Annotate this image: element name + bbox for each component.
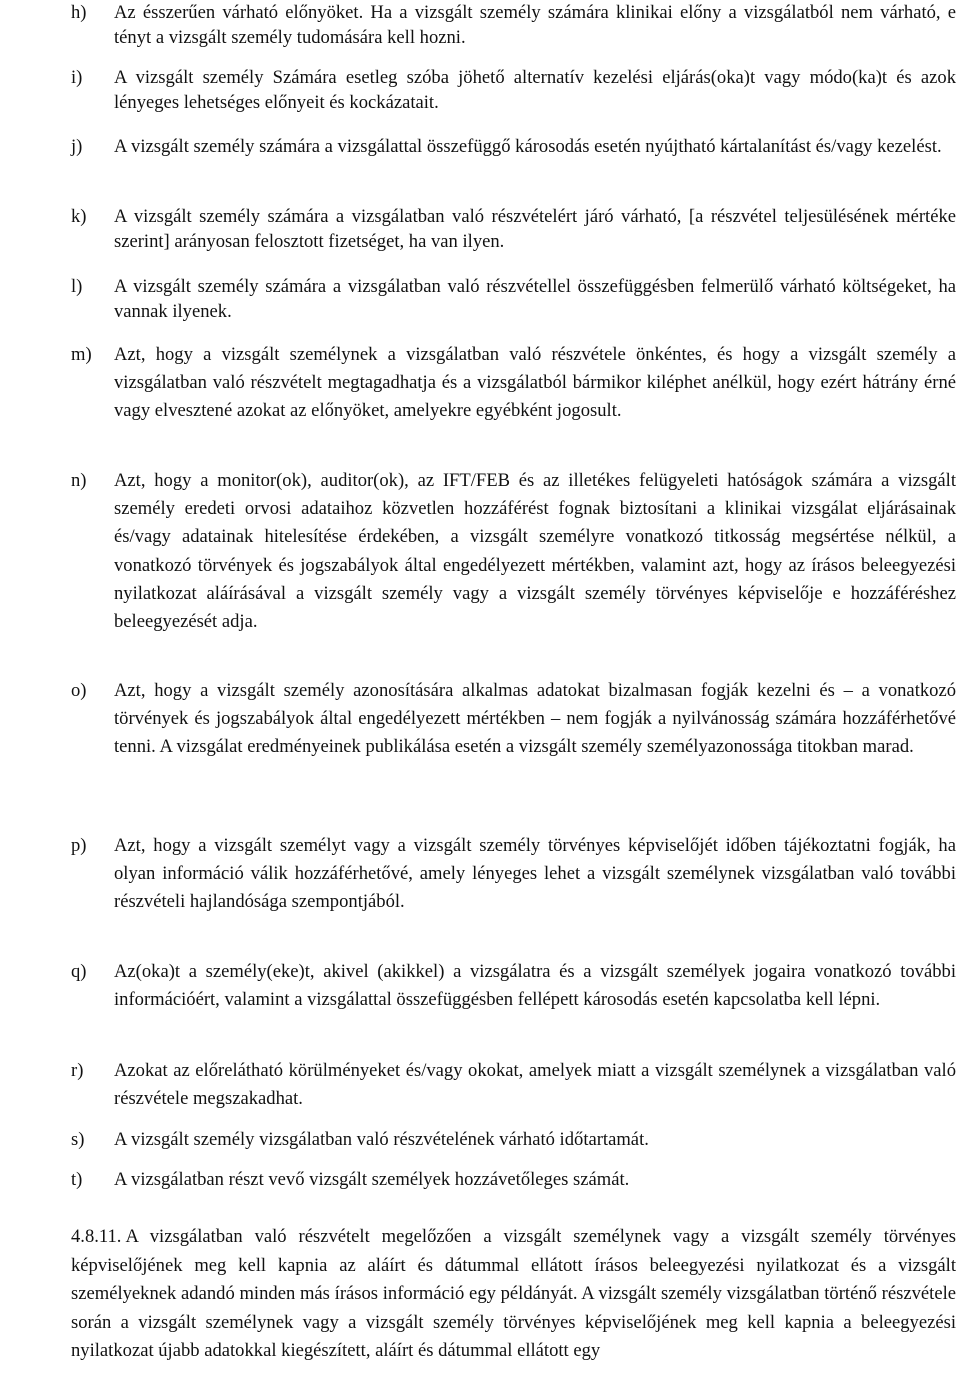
list-item-t <box>71 1166 956 1194</box>
list-item-text: A vizsgált személy vizsgálatban való részvételének várható időtartamát. <box>114 1129 649 1150</box>
list-marker: k) <box>71 206 87 227</box>
list-item-j <box>71 134 956 159</box>
list-item-o <box>71 677 956 762</box>
list-marker: m) <box>71 344 92 365</box>
list-item-m <box>71 341 956 426</box>
list-marker: i) <box>71 67 83 88</box>
list-marker: h) <box>71 2 87 23</box>
list-marker: q) <box>71 961 87 982</box>
list-item-text: Azt, hogy a vizsgált személy azonosítására alkalmas adatokat bizalmasan fogják kezelni és – a vonatkozó törvények és jogszabályok által engedélyezett mértékben – nem fogják a nyilvánosság számára hozzáférhetővé tenni. A vizsgálat eredményeinek publikálása esetén a vizsgált személy személyazonossága titokban marad. <box>114 680 956 758</box>
list-marker: t) <box>71 1169 83 1190</box>
list-item-text: Azt, hogy a monitor(ok), auditor(ok), az IFT/FEB és az illetékes felügyeleti hatóságok számára a vizsgált személy eredeti orvosi adataihoz közvetlen hozzáférést fognak biztosítani a klinikai vizsgálat eljárásainak és/vagy adatainak hitelesítése érdekében, a vizsgált személyre vonatkozó titkosság megsértése nélkül, a vonatkozó törvények és jogszabályok által engedélyezett mértékben, valamint azt, hogy az írásos beleegyezési nyilatkozat aláírásával a vizsgált személy vagy a vizsgált személy törvényes képviselője e hozzáféréshez beleegyezését adja. <box>114 470 956 633</box>
list-item-text: Azt, hogy a vizsgált személynek a vizsgálatban való részvétele önkéntes, és hogy a vizsgált személy a vizsgálatban való részvételt megtagadhatja és a vizsgálatból bármikor kiléphet anélkül, hogy ezért hátrány érné vagy elvesztené azokat az előnyöket, amelyekre egyébként jogosult. <box>114 344 956 422</box>
list-item-s <box>71 1126 956 1154</box>
section-number: 4.8.11. <box>71 1226 122 1247</box>
list-item-r <box>71 1057 956 1113</box>
list-item-l <box>71 274 956 324</box>
section-4-8-11 <box>71 1223 956 1366</box>
list-marker: n) <box>71 470 87 491</box>
list-marker: j) <box>71 136 83 157</box>
list-marker: l) <box>71 276 83 297</box>
list-item-p <box>71 832 956 917</box>
list-marker: s) <box>71 1129 85 1150</box>
list-item-q <box>71 958 956 1014</box>
list-item-text: Azt, hogy a vizsgált személyt vagy a vizsgált személy törvényes képviselőjét időben tájékoztatni fogják, ha olyan információ válik hozzáférhetővé, amely lényeges lehet a vizsgált személynek vizsgálatban való további részvételi hajlandósága szempontjából. <box>114 835 956 913</box>
section-text: A vizsgálatban való részvételt megelőzően a vizsgált személynek vagy a vizsgált személy törvényes képviselőjének meg kell kapnia az aláírt és dátummal ellátott írásos beleegyezési nyilatkozat és a vizsgált személyeknek adandó minden más írásos információ egy példányát. A vizsgált személy vizsgálatban történő részvétele során a vizsgált személynek vagy a vizsgált személy törvényes képviselőjének meg kell kapnia a beleegyezési nyilatkozat újabb adatokkal kiegészített, aláírt és dátummal ellátott egy <box>71 1226 956 1362</box>
list-item-text: A vizsgált személy számára a vizsgálattal összefüggő károsodás esetén nyújtható kártalanítást és/vagy kezelést. <box>114 136 942 157</box>
list-item-text: Az(oka)t a személy(eke)t, akivel (akikkel) a vizsgálatra és a vizsgált személyek jogaira vonatkozó további információért, valamint a vizsgálattal összefüggésben fellépett károsodás esetén kapcsolatba kell lépni. <box>114 961 956 1011</box>
list-item-text: Azokat az előrelátható körülményeket és/vagy okokat, amelyek miatt a vizsgált személynek a vizsgálatban való részvétele megszakadhat. <box>114 1060 956 1110</box>
list-marker: p) <box>71 835 87 856</box>
list-item-text: A vizsgált személy számára a vizsgálatban való részvétellel összefüggésben felmerülő várható költségeket, ha vannak ilyenek. <box>114 276 956 322</box>
list-marker: r) <box>71 1060 84 1081</box>
list-item-k <box>71 204 956 254</box>
list-marker: o) <box>71 680 87 701</box>
list-item-text: A vizsgált személy számára a vizsgálatban való részvételért járó várható, [a részvétel teljesülésének mértéke szerint] arányosan felosztott fizetséget, ha van ilyen. <box>114 206 956 252</box>
list-item-text: A vizsgálatban részt vevő vizsgált személyek hozzávetőleges számát. <box>114 1169 630 1190</box>
list-item-n <box>71 467 956 636</box>
list-item-h <box>71 0 956 50</box>
list-item-i <box>71 65 956 115</box>
list-item-text: A vizsgált személy Számára esetleg szóba jöhető alternatív kezelési eljárás(oka)t vagy módo(ka)t és azok lényeges lehetséges előnyeit és kockázatait. <box>114 67 956 113</box>
list-item-text: Az ésszerűen várható előnyöket. Ha a vizsgált személy számára klinikai előny a vizsgálatból nem várható, e tényt a vizsgált személy tudomására kell hozni. <box>114 2 956 48</box>
